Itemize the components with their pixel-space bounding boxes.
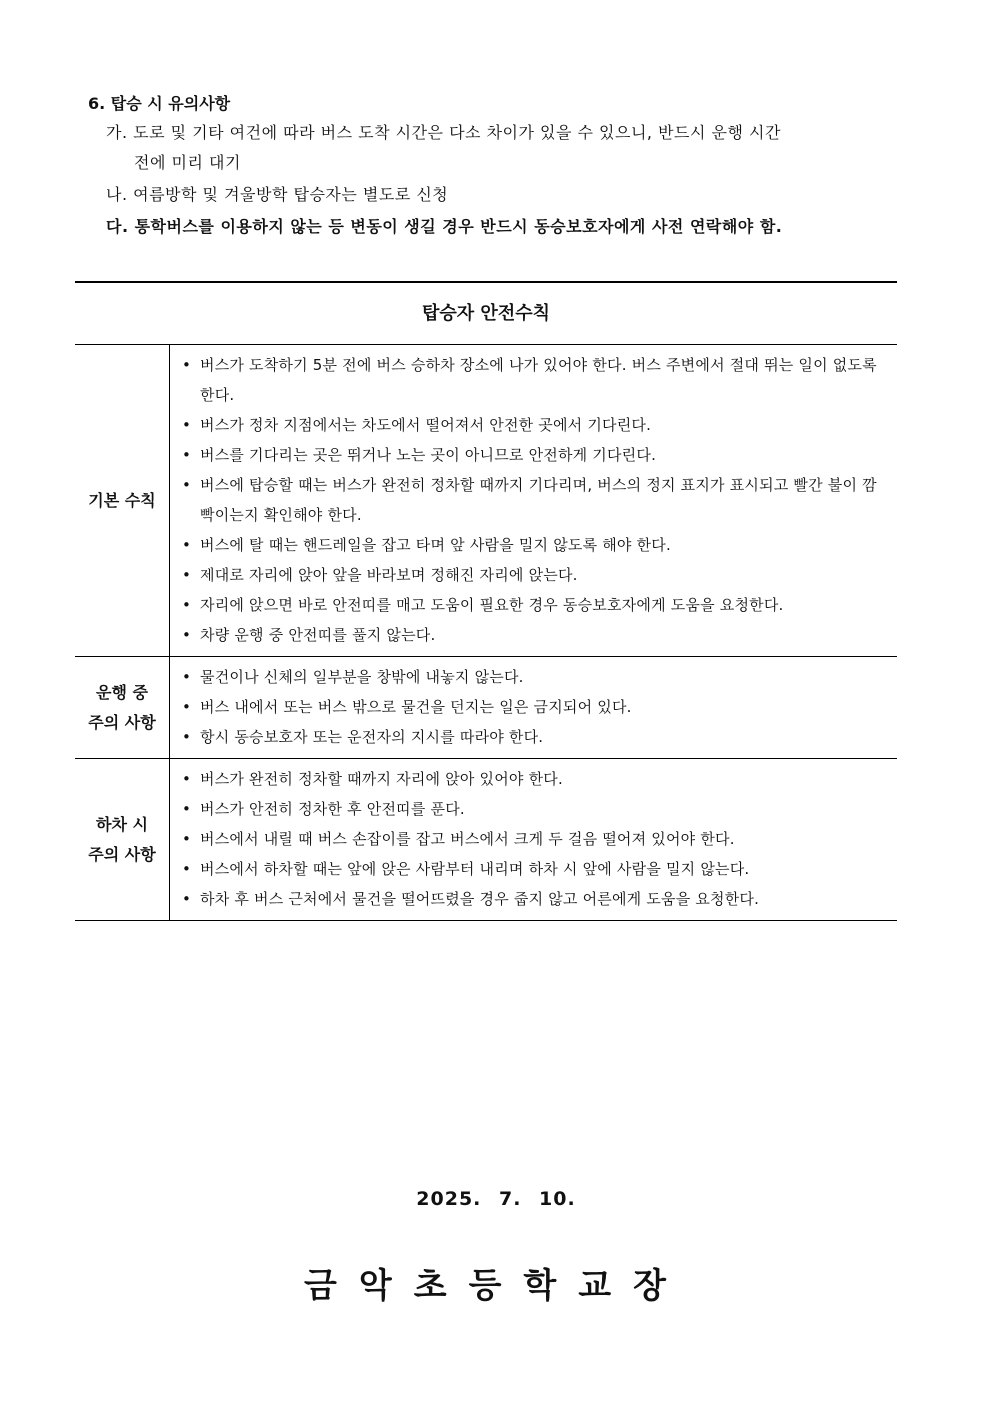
list-item: • 버스가 도착하기 5분 전에 버스 승하차 장소에 나가 있어야 한다. 버스 주변에서 절대 뛰는 일이 없도록 한다. <box>182 350 889 410</box>
list-item: • 버스에서 내릴 때 버스 손잡이를 잡고 버스에서 크게 두 걸음 떨어져 있어야 한다. <box>182 824 889 854</box>
safety-rules-table <box>75 281 897 921</box>
bullet-icon: • <box>182 596 192 614</box>
bullet-icon: • <box>182 800 192 818</box>
document-date: 2025. 7. 10. <box>416 1188 576 1210</box>
notice-item-a-line1: 가. 도로 및 기타 여건에 따라 버스 도착 시간은 다소 차이가 있을 수 있으니, 반드시 운행 시간 <box>106 123 781 142</box>
rules-row-basic <box>75 345 897 657</box>
notice-item-b: 나. 여름방학 및 겨울방학 탑승자는 별도로 신청 <box>106 185 449 204</box>
bullet-icon: • <box>182 770 192 788</box>
list-item: • 항시 동승보호자 또는 운전자의 지시를 따라야 한다. <box>182 722 889 752</box>
row-label <box>75 759 170 920</box>
notice-item-c: 다. 통학버스를 이용하지 않는 등 변동이 생길 경우 반드시 동승보호자에게 사전 연락해야 함. <box>106 217 783 236</box>
bullet-icon: • <box>182 476 192 494</box>
row-label-line1: 하차 시 <box>96 814 148 834</box>
bullet-icon: • <box>182 698 192 716</box>
bullet-icon: • <box>182 626 192 644</box>
list-item: • 자리에 앉으면 바로 안전띠를 매고 도움이 필요한 경우 동승보호자에게 도움을 요청한다. <box>182 590 889 620</box>
bullet-icon: • <box>182 536 192 554</box>
notice-item-a <box>106 118 906 178</box>
list-item: • 버스가 정차 지점에서는 차도에서 떨어져서 안전한 곳에서 기다린다. <box>182 410 889 440</box>
school-signature: 금악초등학교장 <box>304 1266 688 1306</box>
list-item: • 버스에 탈 때는 핸드레일을 잡고 타며 앞 사람을 밀지 않도록 해야 한다. <box>182 530 889 560</box>
bullet-icon: • <box>182 860 192 878</box>
list-item: • 버스를 기다리는 곳은 뛰거나 노는 곳이 아니므로 안전하게 기다린다. <box>182 440 889 470</box>
section-heading: 6. 탑승 시 유의사항 <box>88 94 231 113</box>
notice-item-a-line2: 전에 미리 대기 <box>134 153 241 172</box>
row-label-text: 기본 수칙 <box>88 490 156 510</box>
bullet-icon: • <box>182 566 192 584</box>
row-label-line2: 주의 사항 <box>88 712 156 732</box>
bullet-icon: • <box>182 416 192 434</box>
bullet-icon: • <box>182 446 192 464</box>
rules-row-getting-off <box>75 759 897 921</box>
list-item: • 버스 내에서 또는 버스 밖으로 물건을 던지는 일은 금지되어 있다. <box>182 692 889 722</box>
row-body <box>170 657 897 758</box>
list-item: • 물건이나 신체의 일부분을 창밖에 내놓지 않는다. <box>182 662 889 692</box>
list-item: • 제대로 자리에 앉아 앞을 바라보며 정해진 자리에 앉는다. <box>182 560 889 590</box>
list-item: • 버스에 탑승할 때는 버스가 완전히 정차할 때까지 기다리며, 버스의 정지 표지가 표시되고 빨간 불이 깜빡이는지 확인해야 한다. <box>182 470 889 530</box>
bullet-icon: • <box>182 668 192 686</box>
bullet-icon: • <box>182 890 192 908</box>
list-item: • 버스가 안전히 정차한 후 안전띠를 푼다. <box>182 794 889 824</box>
table-title: 탑승자 안전수칙 <box>75 283 897 345</box>
list-item: • 버스가 완전히 정차할 때까지 자리에 앉아 있어야 한다. <box>182 764 889 794</box>
row-label <box>75 657 170 758</box>
row-label-line2: 주의 사항 <box>88 844 156 864</box>
bullet-icon: • <box>182 728 192 746</box>
bullet-icon: • <box>182 830 192 848</box>
row-label <box>75 345 170 656</box>
row-body <box>170 345 897 656</box>
list-item: • 버스에서 하차할 때는 앞에 앉은 사람부터 내리며 하차 시 앞에 사람을 밀지 않는다. <box>182 854 889 884</box>
bullet-icon: • <box>182 356 192 374</box>
list-item: • 차량 운행 중 안전띠를 풀지 않는다. <box>182 620 889 650</box>
row-label-line1: 운행 중 <box>96 682 148 702</box>
list-item: • 하차 후 버스 근처에서 물건을 떨어뜨렸을 경우 줍지 않고 어른에게 도움을 요청한다. <box>182 884 889 914</box>
row-body <box>170 759 897 920</box>
rules-row-driving <box>75 657 897 759</box>
